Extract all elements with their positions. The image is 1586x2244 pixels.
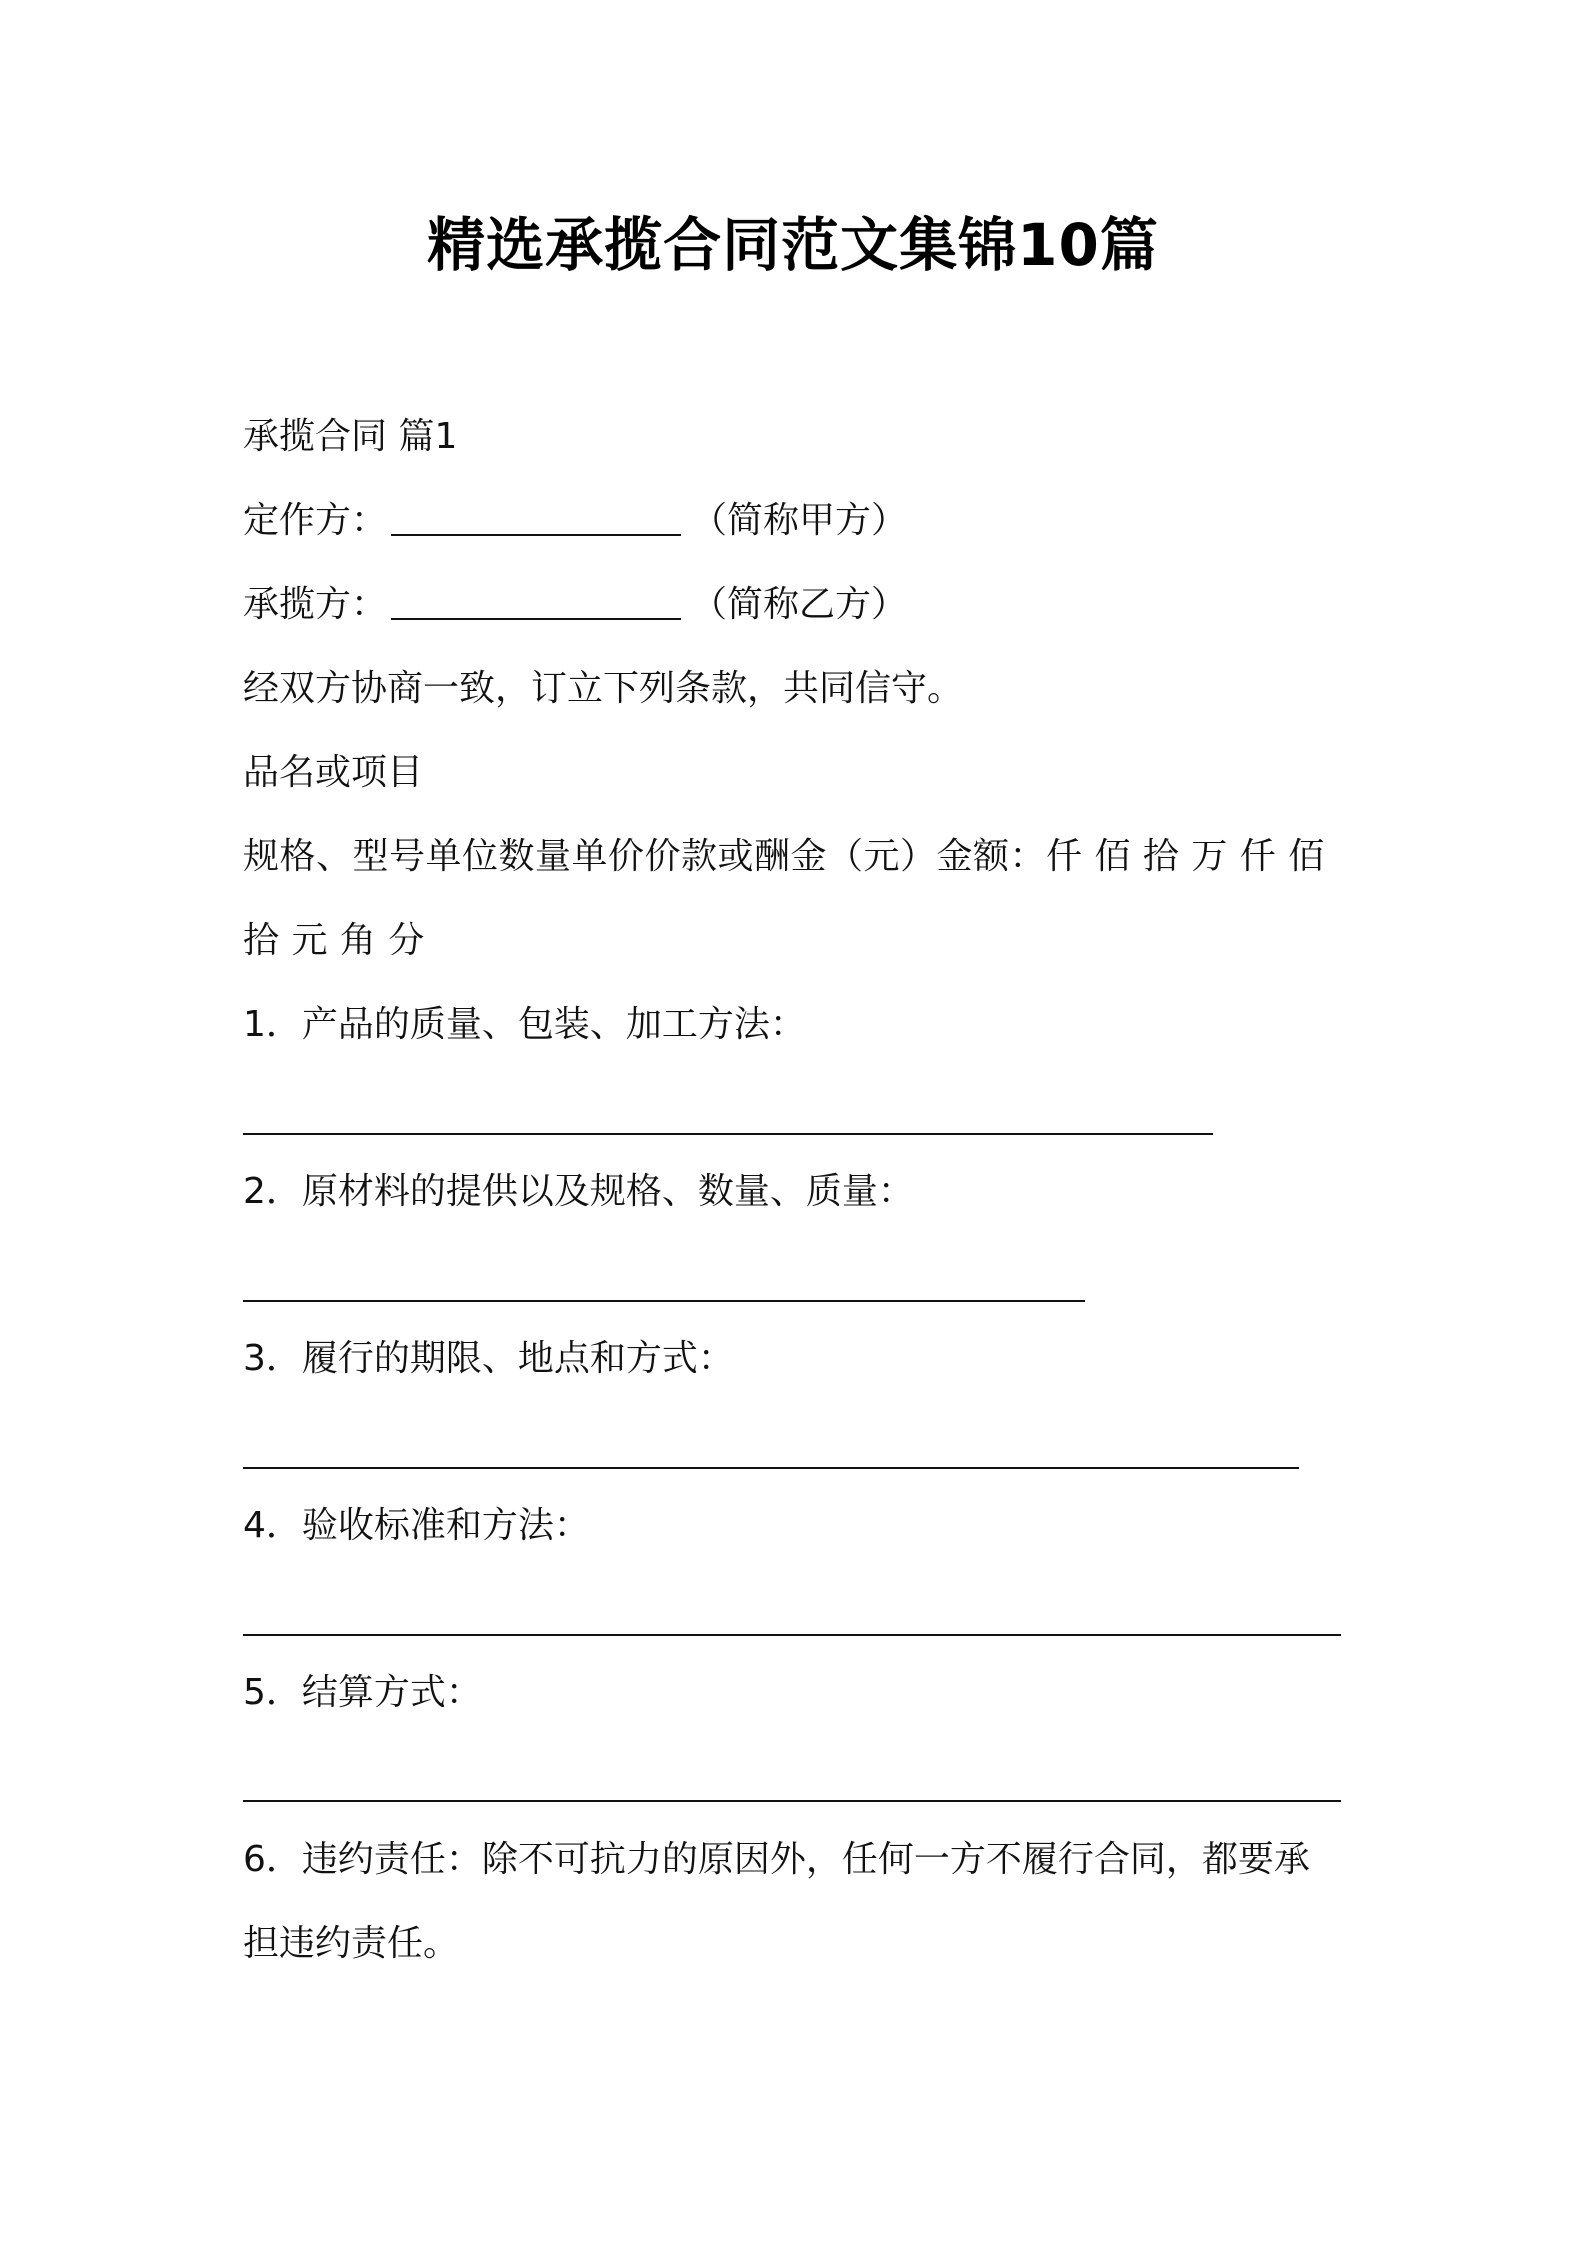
contractor-line <box>243 580 907 630</box>
clause-1-blank <box>243 1133 1213 1135</box>
orderer-label: 定作方： <box>243 500 388 541</box>
contractor-label: 承揽方： <box>243 584 388 625</box>
section-heading: 承揽合同 篇1 <box>243 416 458 457</box>
clause-4: 4．验收标准和方法： <box>243 1505 590 1546</box>
orderer-note: （简称甲方） <box>691 500 908 541</box>
clause-3: 3．履行的期限、地点和方式： <box>243 1338 734 1379</box>
contractor-blank <box>391 618 681 620</box>
contractor-note: （简称乙方） <box>691 584 908 625</box>
orderer-line <box>243 496 907 546</box>
spec-line-2: 拾 元 角 分 <box>243 920 425 961</box>
clause-2-blank <box>243 1300 1085 1302</box>
clause-2: 2．原材料的提供以及规格、数量、质量： <box>243 1171 914 1212</box>
clause-1: 1．产品的质量、包装、加工方法： <box>243 1004 806 1045</box>
clause-5: 5．结算方式： <box>243 1672 482 1713</box>
clause-6: 6．违约责任：除不可抗力的原因外，任何一方不履行合同，都要承 <box>243 1839 1310 1880</box>
agreement-text: 经双方协商一致，订立下列条款，共同信守。 <box>243 668 964 709</box>
clause-6-continuation: 担违约责任。 <box>243 1923 460 1964</box>
document-title: 精选承揽合同范文集锦10篇 <box>427 211 1159 279</box>
clause-3-blank <box>243 1467 1299 1469</box>
orderer-blank <box>391 534 681 536</box>
clause-5-blank <box>243 1800 1341 1802</box>
item-label: 品名或项目 <box>243 752 424 793</box>
spec-line-1: 规格、型号单位数量单价价款或酬金（元）金额：仟 佰 拾 万 仟 佰 <box>243 836 1325 877</box>
clause-4-blank <box>243 1634 1341 1636</box>
